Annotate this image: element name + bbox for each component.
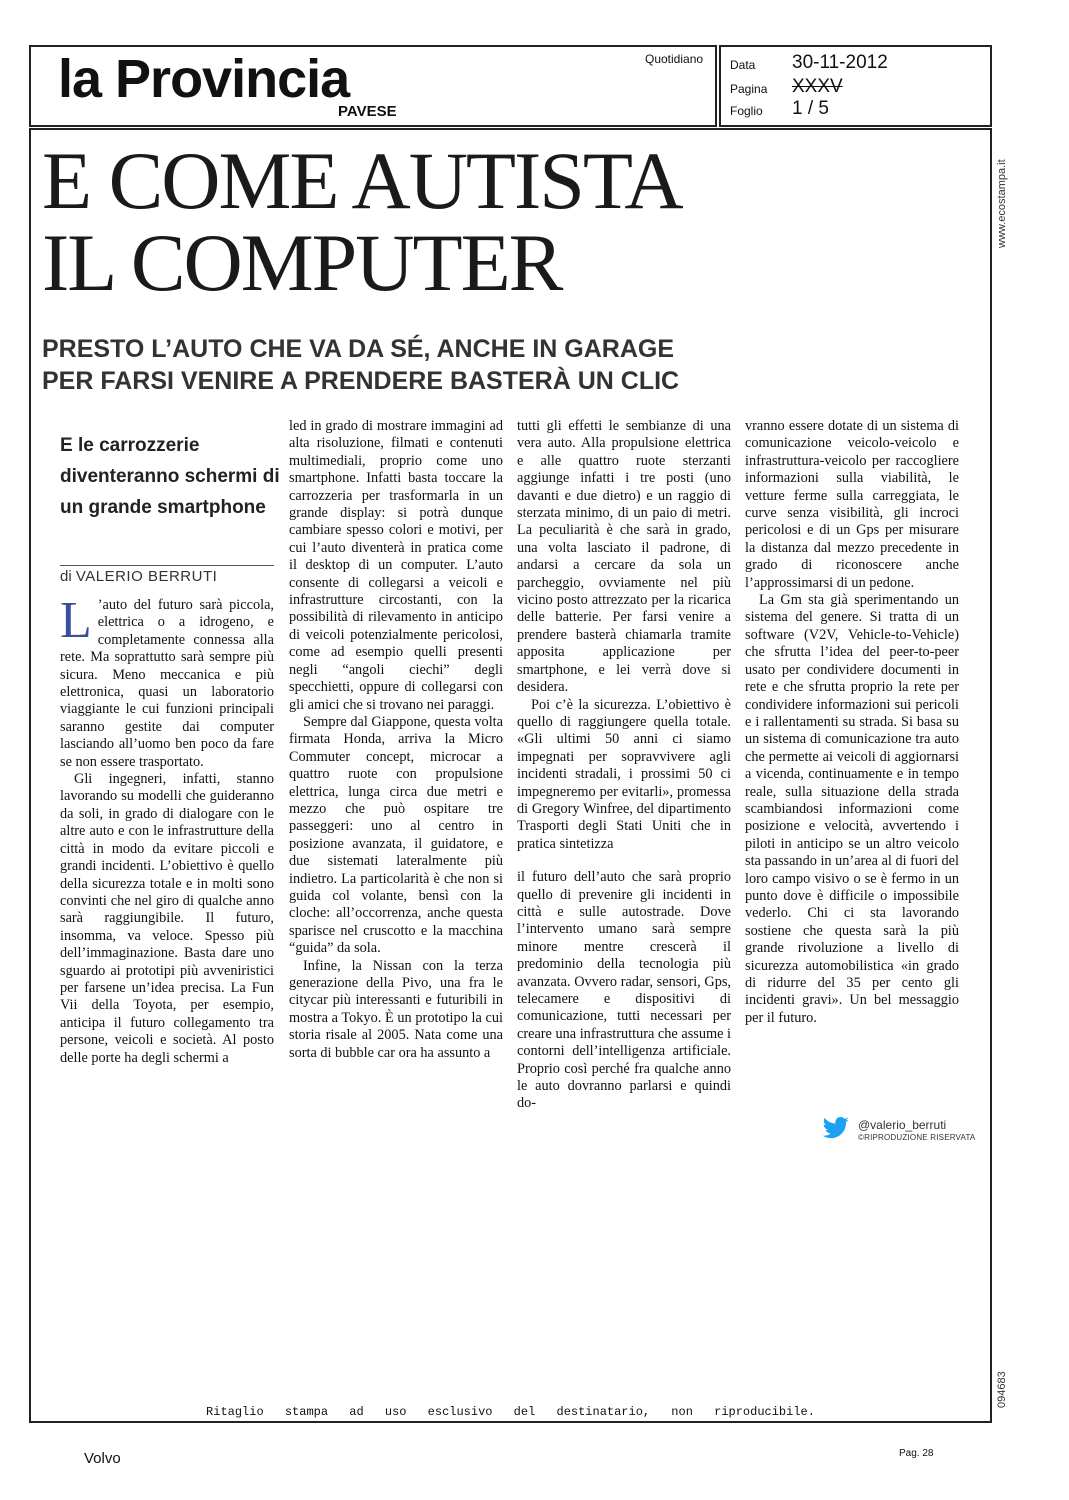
meta-sheet-label: Foglio (730, 104, 763, 118)
publication-type: Quotidiano (645, 52, 704, 66)
paragraph: tutti gli effetti le sembianze di una vera auto. Alla propulsione elettrica e alle quattro ruote sterzanti aggiunge infatti i tre posti (uno davanti e due dietro) e un raggio di sterzata minimo, di un paio di metri. La peculiarità è che sarà in grado, una volta lasciato il padrone, di andarsi a cercare da sola un parcheggio, ovviamente nel più vicino posto attrezzato per la ricarica delle batterie. Per farsi venire a prendere basterà chiamarla tramite apposita applicazione per smartphone, e lei verrà dove si desidera. (517, 418, 731, 696)
code-vertical: 094683 (996, 1371, 1008, 1408)
article-column-1 (60, 592, 274, 1067)
meta-date-label: Data (730, 58, 756, 72)
meta-sheet-value: 1 / 5 (792, 98, 829, 119)
paragraph: Poi c’è la sicurezza. L’obiettivo è quello di raggiungere quella totale. «Gli ultimi 50 anni ci siamo impegnati per sopravvivere agli incidenti stradali, i prossimi 50 ci impegneremo per evitarli», promessa di Gregory Winfree, del dipartimento Trasporti degli Stati Uniti che in pratica sintetizza (517, 696, 731, 852)
meta-page-value: XXXV (792, 76, 843, 97)
footer-client: Volvo (84, 1450, 121, 1467)
paragraph: il futuro dell’auto che sarà proprio quello di prevenire gli incidenti in città e sulle autostrade. Dove l’intervento umano sarà sempre minore mentre crescerà il predominio della tecnologia più avanzata. Ovvero radar, sensori, Gps, telecamere e dispositivi di comunicazione, tutti necessari per creare una infrastruttura che assume i contorni dell’intelligenza artificiale. Proprio così perché fra qualche anno le auto dovranno parlarsi e quindi do- (517, 869, 731, 1112)
headline (42, 135, 682, 308)
sidebar-title: E le carrozzerie diventeranno schermi di un grande smartphone (60, 435, 280, 518)
footer-page-number: Pag. 28 (899, 1448, 934, 1459)
paragraph: Infine, la Nissan con la terza generazione della Pivo, una fra le citycar più interessanti e futuribili in mostra a Tokyo. È un prototipo la cui storia risale al 2005. Nata come una sorta di bubble car ora ha assunto a (289, 957, 503, 1061)
byline-author: VALERIO BERRUTI (75, 568, 218, 585)
disclaimer: Ritaglio stampa ad uso esclusivo del destinatario, non riproducibile. (206, 1405, 815, 1419)
headline-line-1: E COME AUTISTA (42, 135, 682, 226)
byline (60, 568, 217, 585)
twitter-bird-icon (822, 1117, 850, 1139)
byline-prefix: di (60, 568, 72, 585)
paragraph: Gli ingegneri, infatti, stanno lavorando su modelli che guideranno da soli, in grado di dialogare con le altre auto e con le infrastrutture della città in modo da evitare piccoli e grandi incidenti. L’obiettivo è quello della sicurezza totale e in molti sono convinti che nel giro di qualche anno sarà raggiungibile. Il futuro, insomma, va veloce. Spesso più dell’immaginazione. Basta dare uno sguardo ai prototipi più avveniristici per farsene un’idea precisa. La Fun Vii della Toyota, per esempio, anticipa il futuro collegamento tra persone, veicoli e società. Al posto delle porte ha degli schermi a (60, 771, 274, 1066)
article-column-2 (289, 418, 503, 1062)
paragraph: L ’auto del futuro sarà piccola, elettrica o a idrogeno, e completamente connessa alla rete. Ma soprattutto sarà sempre più sicura. Meno meccanica e più elettronica, quasi un laboratorio viaggiante le cui funzioni principali saranno gestite dai computer lasciando all’uomo ben poco da fare se non essere trasportato. (60, 592, 274, 770)
byline-divider (60, 565, 274, 566)
copyright-notice: ©RIPRODUZIONE RISERVATA (858, 1133, 976, 1142)
paragraph: La Gm sta già sperimentando un sistema del genere. Si tratta di un software (V2V, Vehicle-to-Vehicle) che sfrutta l’idea del peer-to-peer usato per condividere documenti in rete e che sfrutta proprio la rete per condividere informazioni sui pericoli e i rallentamenti su strada. Si basa su un sistema di comunicazione tra auto che permette ai veicoli di aggiornarsi a vicenda, continuamente e in tempo reale, sulla situazione della strada scambiandosi informazioni come posizione e velocità, avvertendo i piloti in anticipo se un altro veicolo sta passando in un’area al di fuori del loro campo visivo o se è fermo in un punto dove è difficile o impossibile vederlo. Chi ci sta lavorando sostiene che questa sarà la più grande rivoluzione a livello di sicurezza automobilistica «in grado di ridurre del 35 per cento gli incidenti gravi». Un bel messaggio per il futuro. (745, 592, 959, 1026)
twitter-handle: @valerio_berruti (858, 1118, 947, 1132)
masthead-subtitle: PAVESE (338, 103, 397, 120)
subhead-line-1: PRESTO L’AUTO CHE VA DA SÉ, ANCHE IN GARAGE (42, 335, 675, 363)
headline-line-2: IL COMPUTER (42, 217, 562, 308)
subhead-line-2: PER FARSI VENIRE A PRENDERE BASTERÀ UN CLIC (42, 367, 680, 395)
paragraph: Sempre dal Giappone, questa volta firmata Honda, arriva la Micro Commuter concept, microcar a quattro ruote con propulsione elettrica, lunga circa due metri e mezzo che può ospitare tre passeggeri: uno al centro in posizione avanzata, il guidatore, e due sistemati lateralmente più indietro. La particolarità è che non si guida col volante, bensì con la cloche: all’occorrenza, anche questa sparisce nel cruscotto e la macchina “guida” da sola. (289, 713, 503, 957)
paragraph: vranno essere dotate di un sistema di comunicazione veicolo-veicolo e infrastruttura-veicolo per raccogliere informazioni sulla viabilità, le vetture ferme sulla carreggiata, le curve senza visibilità, gli incroci pericolosi e di un Gps per misurare la distanza dal mezzo precedente in grado di riconoscere anche l’approssimarsi di un pedone. (745, 418, 959, 591)
article-column-3 (517, 418, 731, 1113)
meta-page-label: Pagina (730, 82, 768, 96)
meta-date-value: 30-11-2012 (792, 52, 888, 73)
subheadline (42, 333, 679, 397)
website-vertical: www.ecostampa.it (996, 159, 1008, 248)
masthead-logo: la Provincia (58, 49, 350, 109)
paragraph: led in grado di mostrare immagini ad alta risoluzione, filmati e contenuti multimediali, proprio come uno smartphone. Infatti basta toccare la carrozzeria per trasformarla in un grande display: si potrà dunque cambiare spesso colori e motivi, per cui l’auto diventerà in pratica come il desktop di un computer. L’auto consente di collegarsi a veicoli e infrastrutture circostanti, con la possibilità di rilevamento in anticipo di veicoli potenzialmente pericolosi, come ad esempio quelli presenti negli “angoli ciechi” degli specchietti, oppure di collegarsi con gli amici che si trovano nei paraggi. (289, 418, 503, 713)
article-column-4 (745, 418, 959, 1027)
dropcap: L (60, 592, 92, 649)
